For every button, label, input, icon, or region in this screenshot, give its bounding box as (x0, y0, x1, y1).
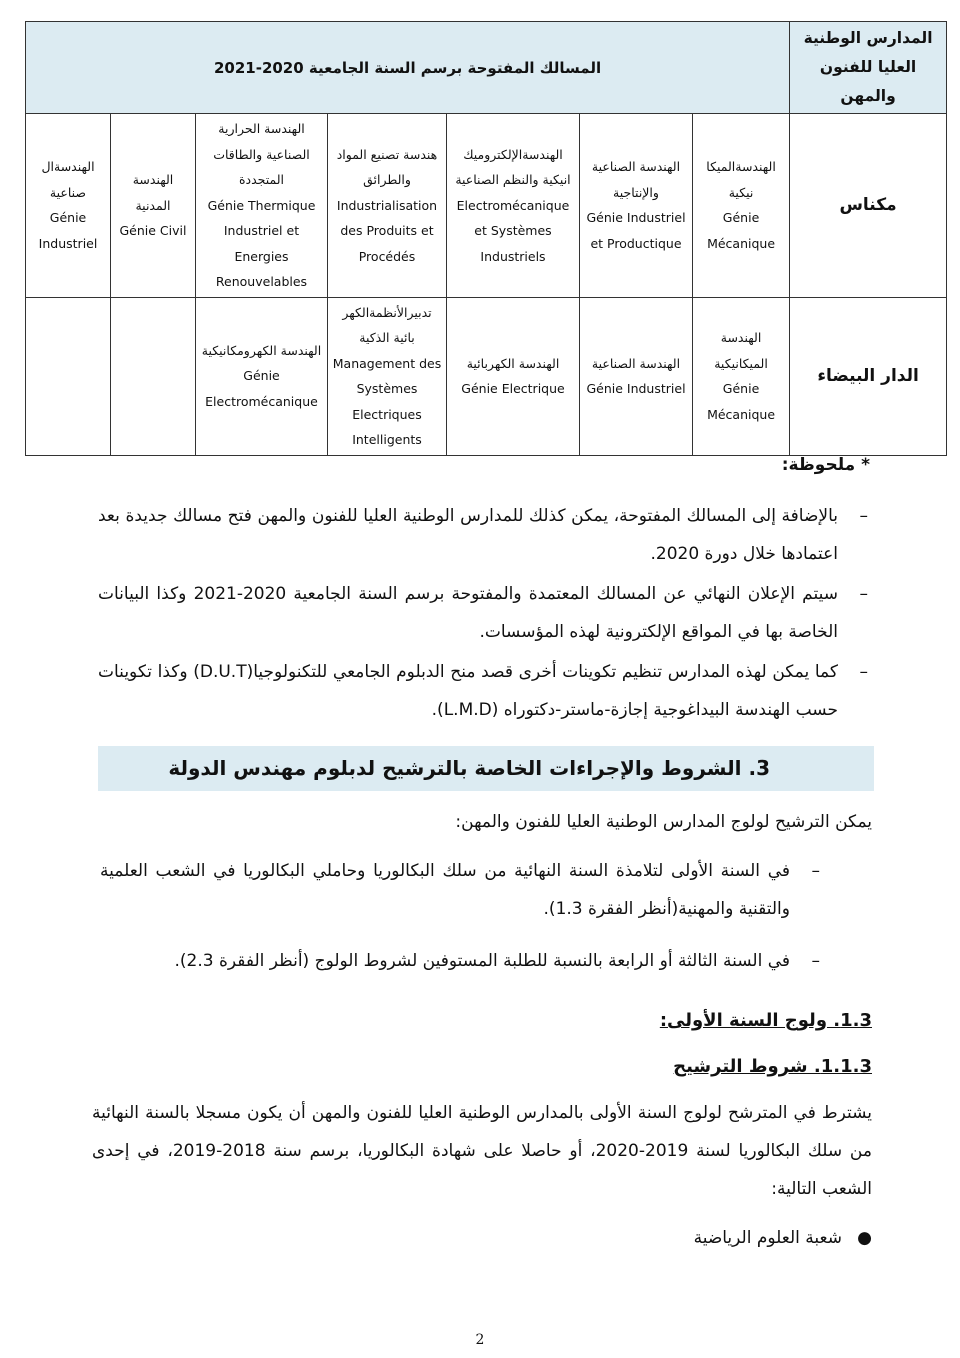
table-cell: تدبيرالأنظمةالكهر بائية الذكية Management des Systèmes Electriques Intelligents (328, 297, 447, 455)
table-header-programs: المسالك المفتوحة برسم السنة الجامعية 2020-2021 (26, 22, 790, 114)
dash-marker: – (859, 662, 868, 682)
table-cell (111, 297, 196, 455)
note-item: – كما يمكن لهذه المدارس تنظيم تكوينات أخرى قصد منح الدبلوم الجامعي للتكنولوجيا(D.U.T) وكذا تكوينات حسب الهندسة البيداغوجية إجازة-ماستر-دكتوراه (L.M.D). (98, 653, 838, 729)
table-cell: الهندسة الكهربائية Génie Electrique (447, 297, 580, 455)
dash-marker: – (811, 951, 820, 971)
table-header-schools: المدارس الوطنية العليا للفنون والمهن (790, 22, 947, 114)
table-cell (26, 297, 111, 455)
conditions-paragraph: يشترط في المترشح لولوج السنة الأولى بالمدارس الوطنية العليا للفنون والمهن أن يكون مسجلا بالسنة النهائية من سلك البكالوريا لسنة 2019-2020، أو حاصلا على شهادة البكالوريا، برسم سنة 2018-2019، في إحدى الشعب التالية: (92, 1103, 872, 1199)
programs-table (25, 21, 947, 456)
table-cell: الهندسة الميكانيكية Génie Mécanique (693, 297, 790, 455)
section-heading: 3. الشروط والإجراءات الخاصة بالترشيح لدبلوم مهندس الدولة (98, 746, 874, 791)
dash-marker: – (859, 584, 868, 604)
section-intro: يمكن الترشيح لولوج المدارس الوطنية العليا للفنون والمهن: (455, 812, 872, 832)
note-item: – بالإضافة إلى المسالك المفتوحة، يمكن كذلك للمدارس الوطنية العليا للفنون والمهن فتح مسالك جديدة بعد اعتمادها خلال دورة 2020. (98, 497, 838, 573)
table-cell: هندسة تصنيع المواد والطرائق Industrialisation des Produits et Procédés (328, 114, 447, 298)
bullet-icon: ● (857, 1228, 872, 1248)
city-casablanca: الدار البيضاء (790, 297, 947, 455)
city-meknes: مكناس (790, 114, 947, 298)
subheading-conditions: 1.1.3. شروط الترشيح (673, 1056, 872, 1077)
note-item: – سيتم الإعلان النهائي عن المسالك المعتمدة والمفتوحة برسم السنة الجامعية 2020-2021 وكذا البيانات الخاصة بها في المواقع الإلكترونية لهذه المؤسسات. (98, 575, 838, 651)
bullet-item: ● شعبة العلوم الرياضية (693, 1228, 872, 1248)
page-number: 2 (475, 1332, 485, 1348)
admission-item: – في السنة الثالثة أو الرابعة بالنسبة للطلبة المستوفين لشروط الولوج (أنظر الفقرة 2.3). (100, 942, 790, 980)
table-cell: الهندسةال صناعية Génie Industriel (26, 114, 111, 298)
dash-marker: – (859, 506, 868, 526)
table-cell: الهندسة الصناعية والإنتاجية Génie Industriel et Productique (580, 114, 693, 298)
table-row-meknes (26, 114, 947, 298)
table-cell: الهندسة المدنية Génie Civil (111, 114, 196, 298)
table-cell: الهندسة الصناعية Génie Industriel (580, 297, 693, 455)
table-row-casablanca (26, 297, 947, 455)
table-cell: الهندسةالميكا نيكية Génie Mécanique (693, 114, 790, 298)
note-title: * ملحوظة: (781, 455, 870, 475)
table-cell: الهندسةالإلكتروميك انيكية والنظم الصناعية Electromécanique et Systèmes Industriels (447, 114, 580, 298)
table-cell: الهندسة الحرارية الصناعية والطاقات المتجددة Génie Thermique Industriel et Energies Renouvelables (196, 114, 328, 298)
table-cell: الهندسة الكهرومكانيكية Génie Electromécanique (196, 297, 328, 455)
admission-item: – في السنة الأولى لتلامذة السنة النهائية من سلك البكالوريا وحاملي البكالوريا في الشعب العلمية والتقنية والمهنية(أنظر الفقرة 1.3). (100, 852, 790, 928)
subheading-first-year: 1.3. ولوج السنة الأولى: (659, 1010, 872, 1031)
dash-marker: – (811, 861, 820, 881)
